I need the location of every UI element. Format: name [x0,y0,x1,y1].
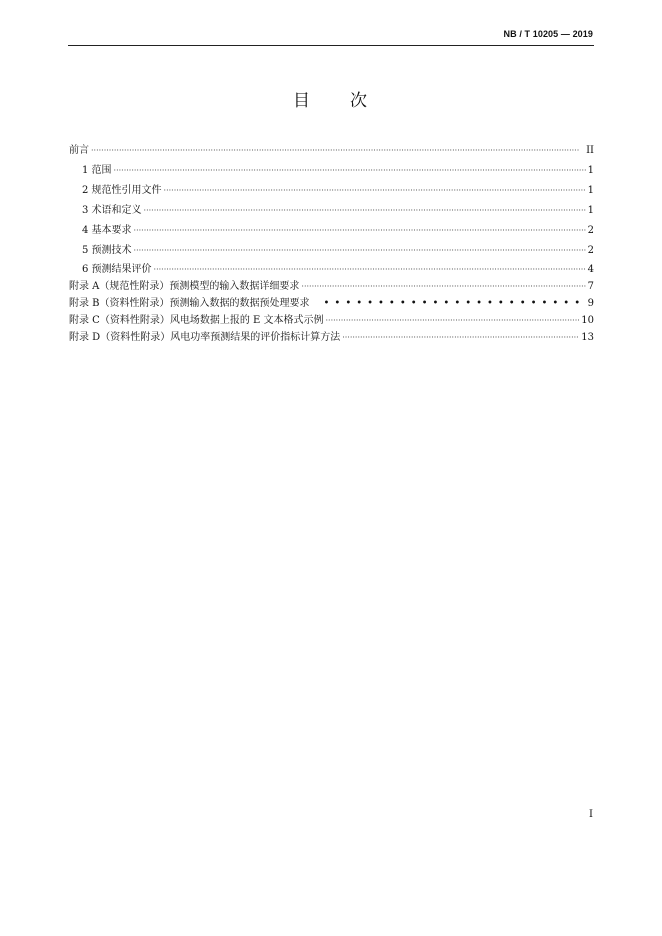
toc-entry-page: 1 [587,185,594,196]
dot-leader [144,201,586,221]
standard-code: NB / T 10205 — 2019 [503,29,593,39]
toc-entry-terms-definitions[interactable] [69,201,594,221]
dot-leader [134,221,586,241]
toc-entry-page: 1 [587,205,594,216]
dot-leader [91,141,584,161]
dot-leader [326,312,580,329]
toc-entry-label: 附录 A（规范性附录）预测模型的输入数据详细要求 [69,281,300,292]
toc-entry-label: 附录 B（资料性附录）预测输入数据的数据预处理要求 [69,298,310,309]
toc-entry-scope[interactable] [69,161,594,181]
dot-leader [164,181,586,201]
toc-entry-label: 5 预测技术 [82,245,132,256]
toc-entry-appendix-b[interactable] [69,295,594,312]
toc-entry-label: 3 术语和定义 [82,205,142,216]
toc-entry-label: 附录 C（资料性附录）风电场数据上报的 E 文本格式示例 [69,315,324,326]
toc-entry-basic-requirements[interactable] [69,221,594,241]
toc-entry-forecast-technology[interactable] [69,241,594,261]
toc-entry-appendix-a[interactable] [69,278,594,295]
toc-entry-label: 4 基本要求 [82,225,132,236]
dot-leader [114,161,586,181]
toc-entry-page: 4 [587,264,594,275]
toc-entry-foreword[interactable] [69,141,594,161]
title-char-1: 目 [293,91,312,111]
toc-entry-forecast-evaluation[interactable] [69,261,594,278]
toc-entry-page: 13 [581,332,594,343]
toc-entry-label: 附录 D（资料性附录）风电功率预测结果的评价指标计算方法 [69,332,341,343]
dot-leader [342,329,579,346]
toc-entry-label: 2 规范性引用文件 [82,185,162,196]
page-number: I [589,809,593,820]
toc-entry-label: 1 范围 [82,165,112,176]
toc-entry-page: II [586,145,594,156]
toc-entry-label: 前言 [69,145,89,156]
toc-entry-page: 10 [581,315,594,326]
dot-leader [301,278,585,295]
title-char-2: 次 [350,91,369,111]
header-divider [68,45,594,46]
dot-leader [154,261,586,278]
page-title [0,86,662,111]
toc-entry-page: 9 [587,298,594,309]
toc-entry-page: 1 [587,165,594,176]
toc-entry-page: 2 [587,245,594,256]
dot-leader [134,241,586,261]
toc-entry-normative-references[interactable] [69,181,594,201]
toc-entry-appendix-d[interactable] [69,329,594,346]
toc-entry-page: 2 [587,225,594,236]
toc-entry-label: 6 预测结果评价 [82,264,152,275]
toc-entry-page: 7 [587,281,594,292]
table-of-contents [69,141,594,346]
dot-leader [324,295,586,312]
toc-entry-appendix-c[interactable] [69,312,594,329]
